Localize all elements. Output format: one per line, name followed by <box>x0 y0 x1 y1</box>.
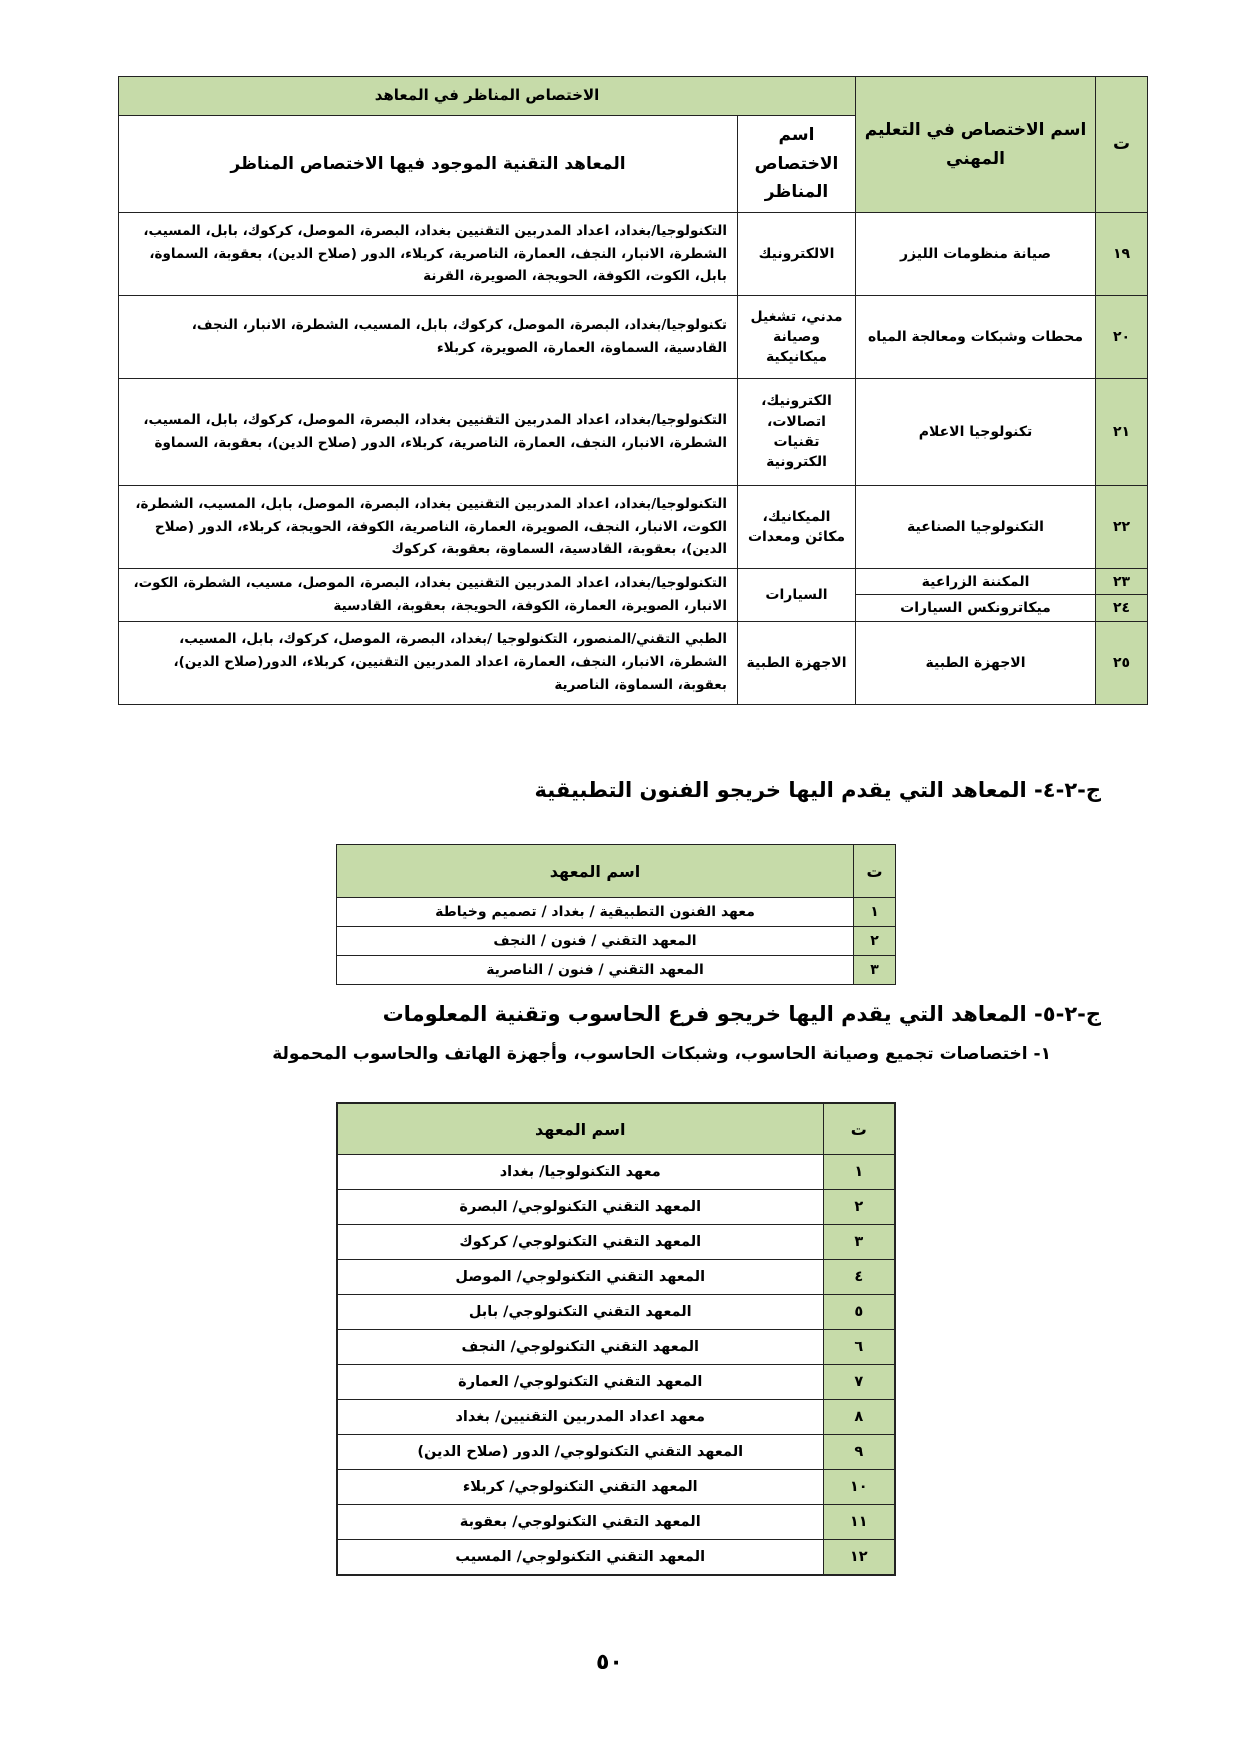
table-row <box>337 1330 895 1365</box>
section-heading-applied-arts: ج-٢-٤- المعاهد التي يقدم اليها خريجو الفنون التطبيقية <box>534 778 1101 802</box>
table-row <box>337 1190 895 1225</box>
table-row <box>337 1540 895 1576</box>
table-row <box>337 1470 895 1505</box>
row-no: ٦ <box>823 1330 895 1365</box>
table-row <box>119 213 1148 296</box>
row-name: المعهد التقني التكنولوجي/ المسيب <box>337 1540 823 1576</box>
row-name: المعهد التقني / فنون / النجف <box>337 927 854 956</box>
table-row <box>337 1435 895 1470</box>
row-no: ٢ <box>854 927 896 956</box>
row-vocational: الاجهزة الطبية <box>856 621 1096 704</box>
row-name: المعهد التقني / فنون / الناصرية <box>337 956 854 985</box>
header-no: ت <box>1096 77 1148 213</box>
row-vocational: ميكاترونكس السيارات <box>856 595 1096 621</box>
table-row <box>337 1155 895 1190</box>
equivalent-specializations-table <box>118 76 1148 705</box>
table-row <box>337 1365 895 1400</box>
row-no: ٢ <box>823 1190 895 1225</box>
row-no: ١٠ <box>823 1470 895 1505</box>
table-header-row <box>337 1103 895 1155</box>
row-no: ٢٤ <box>1096 595 1148 621</box>
table-row <box>119 621 1148 704</box>
table-row <box>119 296 1148 379</box>
table-row <box>337 1400 895 1435</box>
table-row <box>119 379 1148 486</box>
row-no: ٣ <box>854 956 896 985</box>
row-no: ٢١ <box>1096 379 1148 486</box>
header-vocational: اسم الاختصاص في التعليم المهني <box>856 77 1096 213</box>
section-heading-computing: ج-٢-٥- المعاهد التي يقدم اليها خريجو فرع الحاسوب وتقنية المعلومات <box>382 1002 1101 1026</box>
table-row <box>337 1505 895 1540</box>
row-no: ١١ <box>823 1505 895 1540</box>
computing-institutes-table <box>336 1102 896 1576</box>
row-vocational: التكنولوجيا الصناعية <box>856 486 1096 569</box>
row-no: ٢٣ <box>1096 569 1148 595</box>
row-name: معهد الفنون التطبيقية / بغداد / تصميم وخياطة <box>337 898 854 927</box>
row-no: ٤ <box>823 1260 895 1295</box>
section-subheading-computing: ١- اختصاصات تجميع وصيانة الحاسوب، وشبكات الحاسوب، وأجهزة الهاتف والحاسوب المحمولة <box>272 1044 1051 1064</box>
row-name: معهد اعداد المدربين التقنيين/ بغداد <box>337 1400 823 1435</box>
row-no: ٢٥ <box>1096 621 1148 704</box>
row-no: ٢٢ <box>1096 486 1148 569</box>
row-institutes: التكنولوجيا/بغداد، اعداد المدربين التقنيين بغداد، البصرة، الموصل، كركوك، بابل، المسيب، الشطرة، الانبار، النجف، العمارة، الناصرية، كربلاء، الدور (صلاح الدين)، بعقوبة، السماوة <box>119 379 738 486</box>
row-no: ٧ <box>823 1365 895 1400</box>
row-equivalent: مدني، تشغيل وصيانة ميكانيكية <box>738 296 856 379</box>
row-institutes: التكنولوجيا/بغداد، اعداد المدربين التقنيين بغداد، البصرة، الموصل، مسيب، الشطرة، الكوت، الانبار، الصويرة، العمارة، الكوفة، الحويجة، بعقوبة، القادسية <box>119 569 738 622</box>
row-equivalent: الالكترونيك <box>738 213 856 296</box>
table-header-row <box>337 845 896 898</box>
row-institutes: تكنولوجيا/بغداد، البصرة، الموصل، كركوك، بابل، المسيب، الشطرة، الانبار، النجف، القادسية، السماوة، العمارة، الصويرة، كربلاء <box>119 296 738 379</box>
row-name: معهد التكنولوجيا/ بغداد <box>337 1155 823 1190</box>
row-vocational: صيانة منظومات الليزر <box>856 213 1096 296</box>
header-no: ت <box>823 1103 895 1155</box>
row-institutes: التكنولوجيا/بغداد، اعداد المدربين التقنيين بغداد، البصرة، الموصل، بابل، المسيب، الشطرة، الكوت، الانبار، النجف، الصويرة، العمارة، الناصرية، الكوفة، الحويجة، كربلاء، الدور (صلاح الدين)، بعقوبة، القادسية، السماوة، بعقوبة، كركوك <box>119 486 738 569</box>
row-equivalent: الكترونيك، اتصالات، تقنيات الكترونية <box>738 379 856 486</box>
row-no: ١٢ <box>823 1540 895 1576</box>
header-institutes: المعاهد التقنية الموجود فيها الاختصاص المناظر <box>119 116 738 213</box>
table-row <box>337 1225 895 1260</box>
header-group: الاختصاص المناظر في المعاهد <box>119 77 856 116</box>
row-institutes: التكنولوجيا/بغداد، اعداد المدربين التقنيين بغداد، البصرة، الموصل، كركوك، بابل، المسيب، الشطرة، الانبار، النجف، العمارة، الناصرية، كربلاء، الدور (صلاح الدين)، بعقوبة، السماوة، بابل، الكوت، الكوفة، الحويجة، الصويرة، القرنة <box>119 213 738 296</box>
table-row <box>119 486 1148 569</box>
row-vocational: تكنولوجيا الاعلام <box>856 379 1096 486</box>
row-equivalent: الاجهزة الطبية <box>738 621 856 704</box>
row-equivalent: السيارات <box>738 569 856 622</box>
row-no: ١ <box>854 898 896 927</box>
row-no: ٢٠ <box>1096 296 1148 379</box>
row-name: المعهد التقني التكنولوجي/ البصرة <box>337 1190 823 1225</box>
row-no: ٨ <box>823 1400 895 1435</box>
row-no: ٥ <box>823 1295 895 1330</box>
row-name: المعهد التقني التكنولوجي/ النجف <box>337 1330 823 1365</box>
page-number: ٥٠ <box>596 1650 623 1675</box>
row-vocational: محطات وشبكات ومعالجة المياه <box>856 296 1096 379</box>
table-row <box>337 1260 895 1295</box>
row-no: ١ <box>823 1155 895 1190</box>
row-name: المعهد التقني التكنولوجي/ بعقوبة <box>337 1505 823 1540</box>
row-name: المعهد التقني التكنولوجي/ بابل <box>337 1295 823 1330</box>
header-no: ت <box>854 845 896 898</box>
row-no: ٩ <box>823 1435 895 1470</box>
row-vocational: المكننة الزراعية <box>856 569 1096 595</box>
table-row <box>119 569 1148 595</box>
row-name: المعهد التقني التكنولوجي/ العمارة <box>337 1365 823 1400</box>
header-equivalent: اسم الاختصاص المناظر <box>738 116 856 213</box>
header-name: اسم المعهد <box>337 845 854 898</box>
row-name: المعهد التقني التكنولوجي/ كربلاء <box>337 1470 823 1505</box>
row-no: ١٩ <box>1096 213 1148 296</box>
row-institutes: الطبي التقني/المنصور، التكنولوجيا /بغداد، البصرة، الموصل، كركوك، بابل، المسيب، الشطرة، الانبار، النجف، العمارة، اعداد المدربين التقنيين، كربلاء، الدور(صلاح الدين)، بعقوبة، السماوة، الناصرية <box>119 621 738 704</box>
row-equivalent: الميكانيك، مكائن ومعدات <box>738 486 856 569</box>
row-no: ٣ <box>823 1225 895 1260</box>
table-row <box>337 927 896 956</box>
row-name: المعهد التقني التكنولوجي/ كركوك <box>337 1225 823 1260</box>
header-name: اسم المعهد <box>337 1103 823 1155</box>
row-name: المعهد التقني التكنولوجي/ الموصل <box>337 1260 823 1295</box>
table-header-row <box>119 77 1148 116</box>
row-name: المعهد التقني التكنولوجي/ الدور (صلاح الدين) <box>337 1435 823 1470</box>
table-row <box>337 898 896 927</box>
table-row <box>337 956 896 985</box>
applied-arts-institutes-table <box>336 844 896 985</box>
table-row <box>337 1295 895 1330</box>
